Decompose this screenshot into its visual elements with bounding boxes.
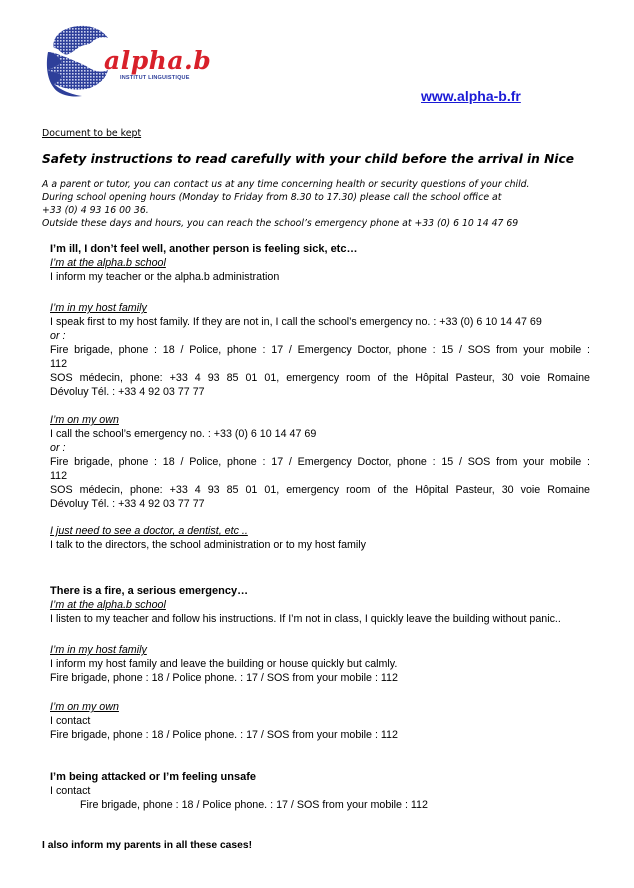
section-attacked (50, 770, 590, 812)
intro-paragraph (42, 178, 602, 230)
instruction-text: I inform my host family and leave the building or house quickly but calmly. (50, 658, 398, 670)
emergency-numbers: Fire brigade, phone : 18 / Police phone. : 17 / SOS from your mobile : 112 (50, 672, 398, 684)
section-heading: I’m ill, I don’t feel well, another person is feeling sick, etc… (50, 243, 358, 255)
emergency-numbers: Fire brigade, phone : 18 / Police phone. : 17 / SOS from your mobile : 112 (50, 729, 398, 741)
sos-medecin-info-cont: Dévoluy Tél. : +33 4 92 03 77 77 (50, 386, 205, 398)
final-note: I also inform my parents in all these cases! (42, 840, 253, 851)
situation-label: I’m on my own (50, 414, 119, 426)
ill-host-family (50, 301, 590, 399)
intro-line: Outside these days and hours, you can reach the school’s emergency phone at +33 (0) 6 10 14 47 69 (42, 218, 519, 229)
emergency-numbers: Fire brigade, phone : 18 / Police, phone : 17 / Emergency Doctor, phone : 15 / SOS from your mobile : (50, 456, 590, 468)
situation-label: I’m at the alpha.b school (50, 599, 166, 611)
alpha-b-logo (42, 22, 212, 102)
fire-host-family (50, 643, 590, 685)
situation-label: I just need to see a doctor, a dentist, etc .. (50, 525, 248, 537)
document-note: Document to be kept (42, 128, 142, 139)
globe-face-icon (42, 22, 112, 102)
sos-medecin-info-cont: Dévoluy Tél. : +33 4 92 03 77 77 (50, 498, 205, 510)
instruction-text: I speak first to my host family. If they are not in, I call the school’s emergency no. : +33 (0) 6 10 14 47 69 (50, 316, 542, 328)
instruction-text: I contact (50, 785, 91, 797)
section-heading: I’m being attacked or I’m feeling unsafe (50, 771, 256, 783)
section-fire (50, 584, 590, 626)
page-title: Safety instructions to read carefully with your child before the arrival in Nice (42, 152, 574, 166)
ill-own (50, 413, 590, 511)
or-label: or : (50, 442, 66, 454)
fire-own (50, 700, 590, 742)
emergency-numbers: Fire brigade, phone : 18 / Police phone. : 17 / SOS from your mobile : 112 (80, 799, 428, 811)
intro-line: During school opening hours (Monday to Friday from 8.30 to 17.30) please call the school office at (42, 192, 502, 203)
instruction-text: I call the school’s emergency no. : +33 (0) 6 10 14 47 69 (50, 428, 317, 440)
intro-line: +33 (0) 4 93 16 00 36. (42, 205, 149, 216)
ill-doctor (50, 524, 590, 552)
instruction-text: I talk to the directors, the school administration or to my host family (50, 539, 367, 551)
instruction-text: I contact (50, 715, 91, 727)
emergency-numbers-cont: 112 (50, 358, 68, 370)
situation-label: I’m on my own (50, 701, 119, 713)
website-link[interactable]: www.alpha-b.fr (421, 88, 521, 104)
or-label: or : (50, 330, 66, 342)
intro-line: A a parent or tutor, you can contact us at any time concerning health or security questions of your child. (42, 179, 530, 190)
situation-label: I’m in my host family (50, 644, 147, 656)
logo-tagline: INSTITUT LINGUISTIQUE (120, 75, 190, 81)
instruction-text: I listen to my teacher and follow his instructions. If I’m not in class, I quickly leave the building without panic.. (50, 613, 561, 625)
emergency-numbers-cont: 112 (50, 470, 68, 482)
sos-medecin-info: SOS médecin, phone: +33 4 93 85 01 01, emergency room of the Hôpital Pasteur, 30 voie Romaine (50, 484, 590, 496)
logo-wordmark: alpha.b (104, 46, 212, 75)
instruction-text: I inform my teacher or the alpha.b administration (50, 271, 280, 283)
situation-label: I’m in my host family (50, 302, 147, 314)
section-ill (50, 242, 590, 284)
sos-medecin-info: SOS médecin, phone: +33 4 93 85 01 01, emergency room of the Hôpital Pasteur, 30 voie Romaine (50, 372, 590, 384)
emergency-numbers: Fire brigade, phone : 18 / Police, phone : 17 / Emergency Doctor, phone : 15 / SOS from your mobile : (50, 344, 590, 356)
situation-label: I’m at the alpha.b school (50, 257, 166, 269)
section-heading: There is a fire, a serious emergency… (50, 585, 249, 597)
